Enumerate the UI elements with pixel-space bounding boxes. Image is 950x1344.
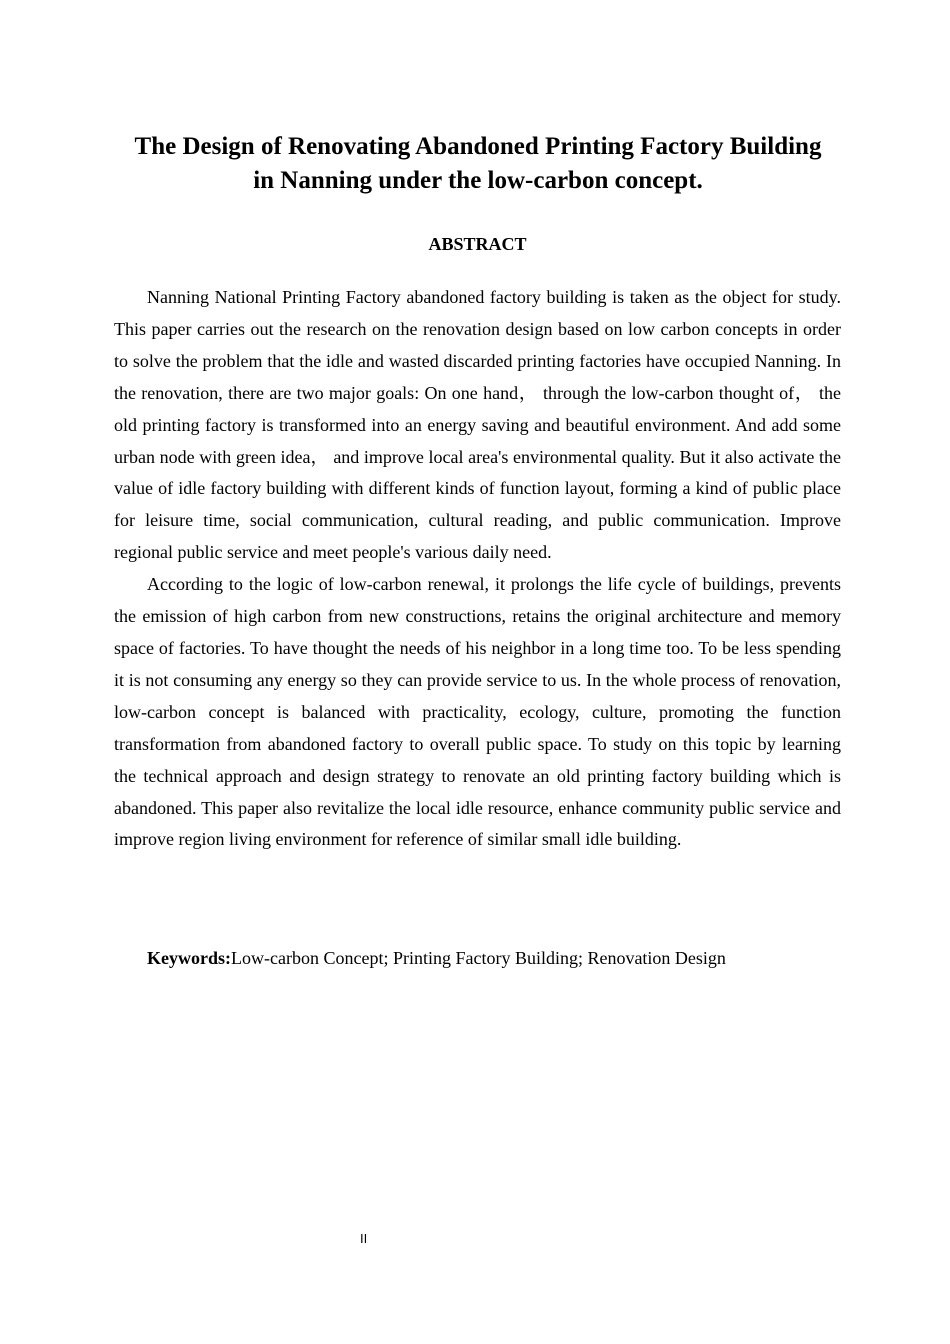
abstract-body (114, 282, 841, 856)
keywords-line (147, 943, 726, 973)
abstract-paragraph-2: According to the logic of low-carbon renewal, it prolongs the life cycle of buildings, prevents the emission of high carbon from new constructions, retains the original architecture and memory space of factories. To have thought the needs of his neighbor in a long time too. To be less spending it is not consuming any energy so they can provide service to us. In the whole process of renovation, low-carbon concept is balanced with practicality, ecology, culture, promoting the function transformation from abandoned factory to overall public space. To study on this topic by learning the technical approach and design strategy to renovate an old printing factory building which is abandoned. This paper also revitalize the local idle resource, enhance community public service and improve region living environment for reference of similar small idle building. (114, 574, 841, 850)
keywords-label: Keywords: (147, 948, 231, 968)
title-line-2: in Nanning under the low-carbon concept. (253, 167, 703, 194)
title-line-1: The Design of Renovating Abandoned Printing Factory Building (134, 133, 822, 160)
keywords-text: Low-carbon Concept; Printing Factory Building; Renovation Design (231, 948, 726, 968)
abstract-paragraph-1: Nanning National Printing Factory abandoned factory building is taken as the object for study. This paper carries out the research on the renovation design based on low carbon concepts in order to solve the problem that the idle and wasted discarded printing factories have occupied Nanning. In the renovation, there are two major goals: On one hand， through the low-carbon thought of， the old printing factory is transformed into an energy saving and beautiful environment. And add some urban node with green idea， and improve local area's environmental quality. But it also activate the value of idle factory building with different kinds of function layout, forming a kind of public place for leisure time, social communication, cultural reading, and public communication. Improve regional public service and meet people's various daily need. (114, 287, 841, 563)
page-number: II (360, 1231, 368, 1246)
document-title (100, 130, 856, 198)
abstract-heading: ABSTRACT (428, 234, 527, 254)
